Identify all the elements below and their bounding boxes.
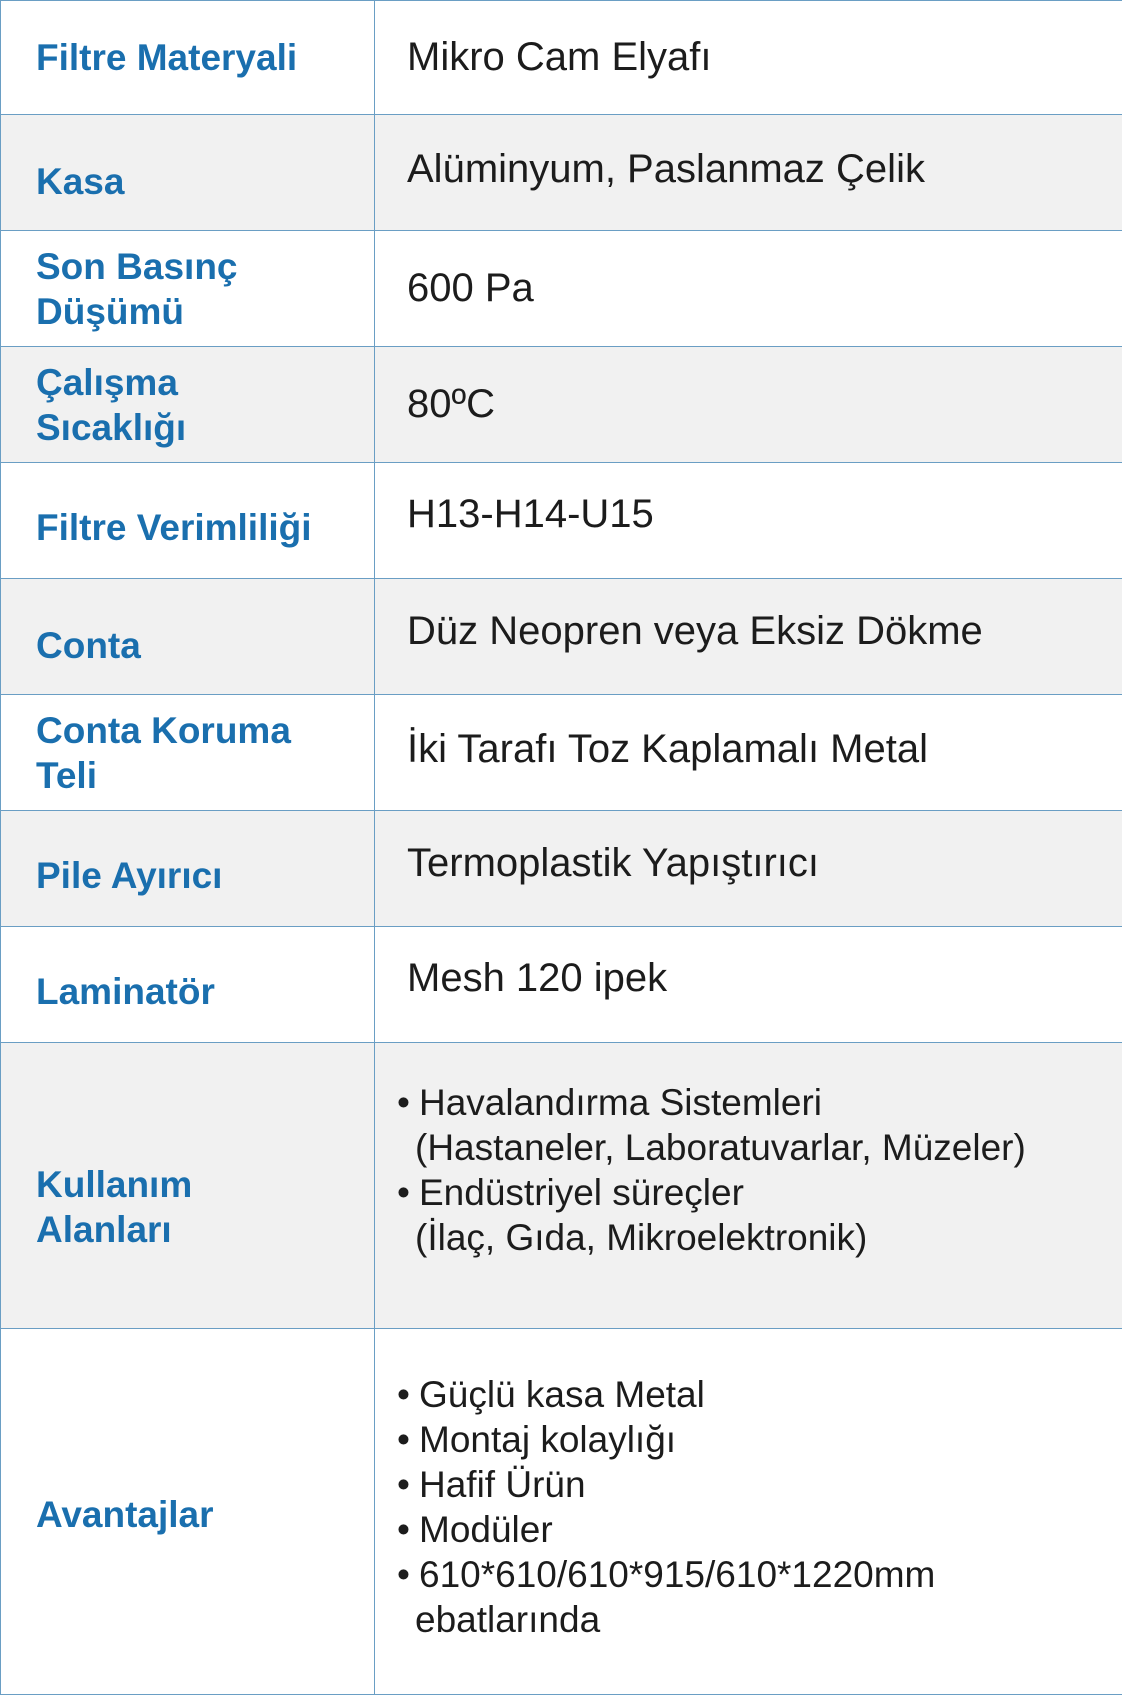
list-item-subtext: (Hastaneler, Laboratuvarlar, Müzeler) xyxy=(415,1126,1026,1168)
label-line: Pile Ayırıcı xyxy=(36,855,223,896)
label-line: Conta xyxy=(36,625,141,666)
list-item-text: Hafif Ürün xyxy=(419,1463,586,1505)
list-item-text: Modüler xyxy=(419,1508,553,1550)
spec-label xyxy=(1,463,375,579)
spec-value: Düz Neopren veya Eksiz Dökme xyxy=(375,579,1122,695)
spec-value: 80ºC xyxy=(375,347,1122,463)
label-line: Laminatör xyxy=(36,971,215,1012)
bullet-icon: • xyxy=(397,1418,410,1460)
list-item-subtext: ebatlarında xyxy=(415,1598,601,1640)
list-item-text: 610*610/610*915/610*1220mm xyxy=(419,1553,936,1595)
spec-row xyxy=(1,811,1122,927)
advantages-row xyxy=(1,1329,1122,1695)
usage-label xyxy=(1,1043,375,1329)
label-line: Çalışma xyxy=(36,361,178,403)
label-line: Kasa xyxy=(36,161,125,202)
spec-label xyxy=(1,579,375,695)
advantages-list xyxy=(397,1372,1122,1642)
spec-row xyxy=(1,115,1122,231)
spec-label xyxy=(1,695,375,811)
list-item xyxy=(397,1170,1122,1260)
spec-label xyxy=(1,927,375,1043)
list-item-text: Güçlü kasa Metal xyxy=(419,1373,705,1415)
list-item xyxy=(397,1080,1122,1170)
bullet-icon: • xyxy=(397,1081,410,1123)
list-item-text: Endüstriyel süreçler xyxy=(419,1171,744,1213)
spec-value: Mikro Cam Elyafı xyxy=(375,1,1122,115)
spec-row xyxy=(1,231,1122,347)
spec-value: Alüminyum, Paslanmaz Çelik xyxy=(375,115,1122,231)
advantages-label xyxy=(1,1329,375,1695)
spec-value: H13-H14-U15 xyxy=(375,463,1122,579)
spec-label xyxy=(1,115,375,231)
label-line: Filtre Materyali xyxy=(36,37,298,78)
label-line: Avantajlar xyxy=(36,1494,214,1535)
usage-row xyxy=(1,1043,1122,1329)
spec-row xyxy=(1,579,1122,695)
list-item xyxy=(397,1507,1122,1552)
spec-row xyxy=(1,1,1122,115)
spec-row xyxy=(1,695,1122,811)
bullet-icon: • xyxy=(397,1171,410,1213)
spec-row xyxy=(1,927,1122,1043)
usage-list-cell xyxy=(375,1043,1122,1329)
label-line: Filtre Verimliliği xyxy=(36,507,312,548)
list-item xyxy=(397,1462,1122,1507)
spec-label xyxy=(1,347,375,463)
list-item-subtext: (İlaç, Gıda, Mikroelektronik) xyxy=(415,1216,868,1258)
list-item-text: Montaj kolaylığı xyxy=(419,1418,677,1460)
spec-label xyxy=(1,811,375,927)
spec-row xyxy=(1,463,1122,579)
spec-label xyxy=(1,231,375,347)
label-line: Sıcaklığı xyxy=(36,406,187,448)
label-line: Alanları xyxy=(36,1208,172,1250)
spec-value: Mesh 120 ipek xyxy=(375,927,1122,1043)
label-line: Teli xyxy=(36,754,97,796)
spec-value: İki Tarafı Toz Kaplamalı Metal xyxy=(375,695,1122,811)
spec-value: Termoplastik Yapıştırıcı xyxy=(375,811,1122,927)
bullet-icon: • xyxy=(397,1463,410,1505)
spec-row xyxy=(1,347,1122,463)
spec-value: 600 Pa xyxy=(375,231,1122,347)
spec-label xyxy=(1,1,375,115)
bullet-icon: • xyxy=(397,1373,410,1415)
label-line: Son Basınç xyxy=(36,245,238,287)
bullet-icon: • xyxy=(397,1553,410,1595)
list-item xyxy=(397,1552,1122,1642)
label-line: Kullanım xyxy=(36,1163,193,1205)
list-item-text: Havalandırma Sistemleri xyxy=(419,1081,823,1123)
label-line: Conta Koruma xyxy=(36,709,291,751)
bullet-icon: • xyxy=(397,1508,410,1550)
label-line: Düşümü xyxy=(36,290,184,332)
list-item xyxy=(397,1417,1122,1462)
advantages-list-cell xyxy=(375,1329,1122,1695)
usage-list xyxy=(397,1080,1122,1260)
list-item xyxy=(397,1372,1122,1417)
